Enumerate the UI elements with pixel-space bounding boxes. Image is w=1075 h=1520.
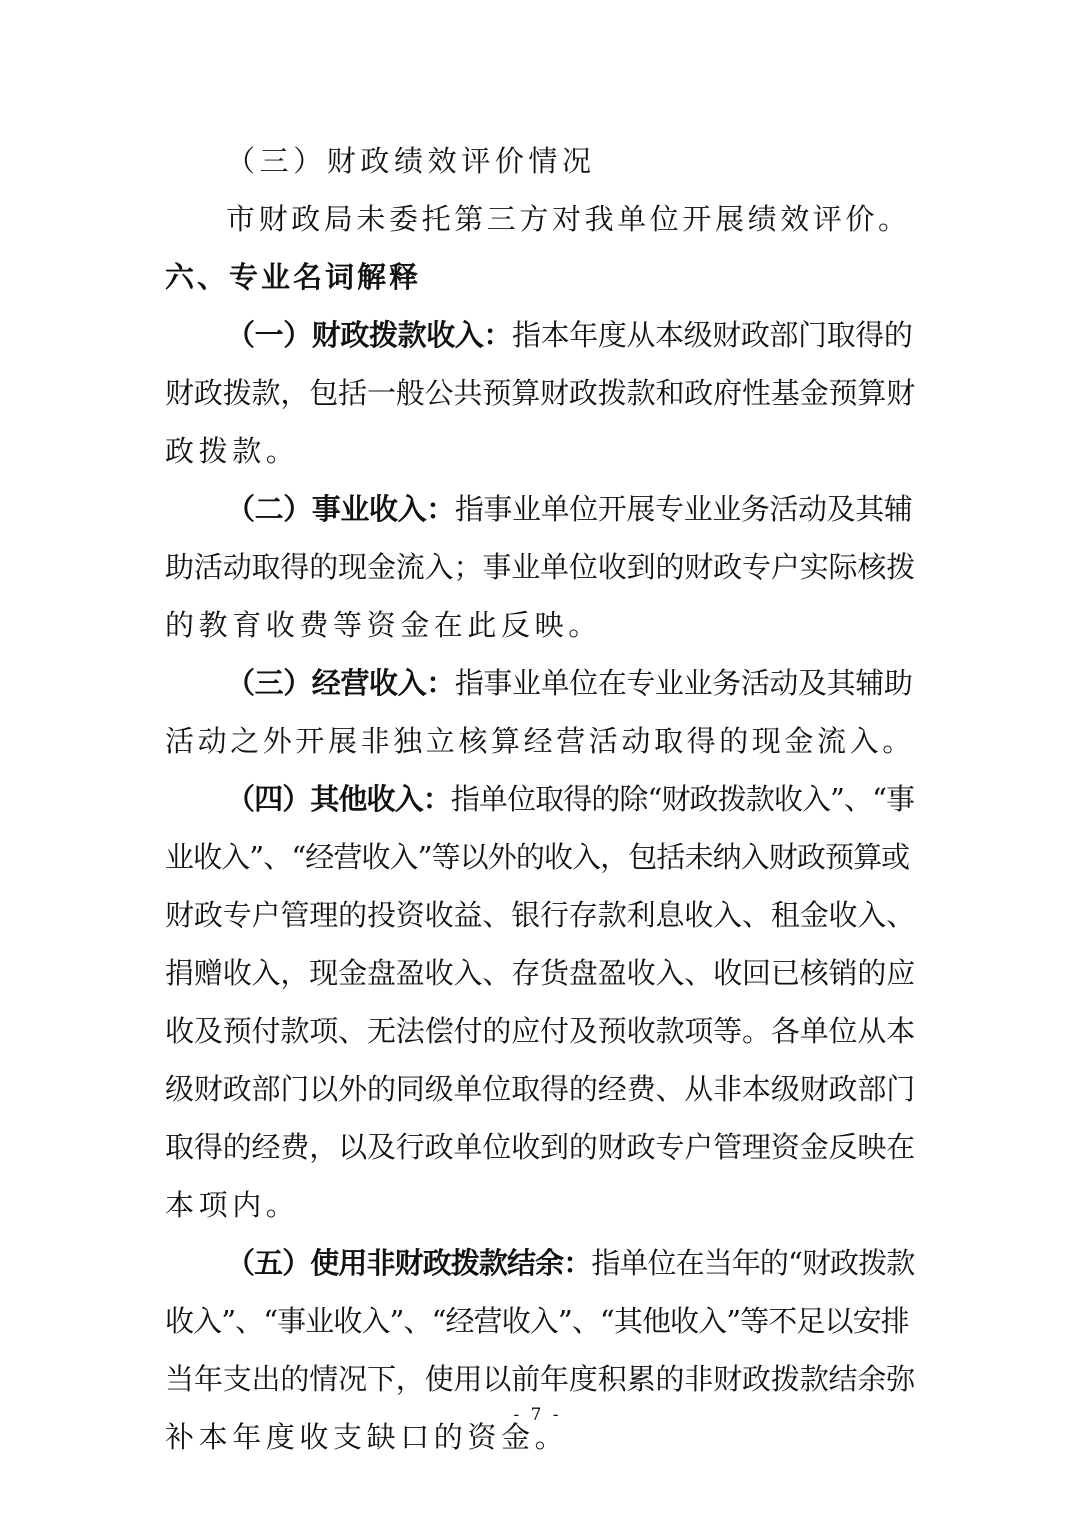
paragraph-line: 捐赠收入，现金盘盈收入、存货盘盈收入、收回已核销的应 (165, 956, 916, 990)
term-line (165, 306, 915, 364)
paragraph-line: 级财政部门以外的同级单位取得的经费、从非本级财政部门 (165, 1072, 916, 1106)
paragraph-performance-evaluation: 市财政局未委托第三方对我单位开展绩效评价。 (226, 202, 911, 236)
document-page (165, 132, 915, 1466)
term-text: 指事业单位开展专业业务活动及其辅 (454, 492, 913, 526)
term-line (165, 654, 915, 712)
paragraph-line: 财政专户管理的投资收益、银行存款利息收入、租金收入、 (165, 898, 916, 932)
paragraph-line: 政拨款。 (165, 434, 300, 468)
term-text: 指单位取得的除“财政拨款收入”、“事 (450, 782, 915, 816)
page-number: - 7 - (513, 1405, 562, 1425)
term-text: 指事业单位在专业业务活动及其辅助 (454, 666, 913, 700)
term-label: （一）财政拨款收入 (226, 318, 484, 352)
term-line (165, 1234, 915, 1292)
term-line (165, 480, 915, 538)
term-line (165, 770, 915, 828)
paragraph-line: 活动之外开展非独立核算经营活动取得的现金流入。 (165, 724, 915, 758)
paragraph-line: 收入”、“事业收入”、“经营收入”、“其他收入”等不足以安排 (165, 1304, 909, 1338)
paragraph-line: 业收入”、“经营收入”等以外的收入，包括未纳入财政预算或 (165, 840, 910, 874)
term-colon: ： (426, 666, 455, 700)
paragraph-line: 取得的经费，以及行政单位收到的财政专户管理资金反映在 (165, 1130, 916, 1164)
paragraph-line: 当年支出的情况下，使用以前年度积累的非财政拨款结余弥 (165, 1362, 916, 1396)
paragraph-line: 收及预付款项、无法偿付的应付及预收款项等。各单位从本 (165, 1014, 916, 1048)
paragraph-line: 补本年度收支缺口的资金。 (165, 1420, 569, 1454)
term-colon: ： (426, 492, 455, 526)
paragraph-line: 本项内。 (165, 1188, 300, 1222)
term-colon: ： (483, 318, 513, 352)
term-colon: ： (563, 1246, 592, 1280)
term-text: 指本年度从本级财政部门取得的 (512, 318, 913, 352)
paragraph-line: 助活动取得的现金流入；事业单位收到的财政专户实际核拨 (165, 550, 916, 584)
term-label: （二）事业收入 (226, 492, 427, 526)
paragraph-line: 财政拨款，包括一般公共预算财政拨款和政府性基金预算财 (165, 376, 916, 410)
term-label: （五）使用非财政拨款结余 (226, 1246, 564, 1280)
section-heading-terminology: 六、专业名词解释 (165, 260, 422, 294)
term-colon: ： (422, 782, 451, 816)
section-heading-performance-evaluation: （三）财政绩效评价情况 (226, 144, 596, 178)
term-text: 指单位在当年的“财政拨款 (591, 1246, 915, 1280)
term-label: （四）其他收入 (226, 782, 423, 816)
paragraph-line: 的教育收费等资金在此反映。 (165, 608, 602, 642)
term-label: （三）经营收入 (226, 666, 427, 700)
